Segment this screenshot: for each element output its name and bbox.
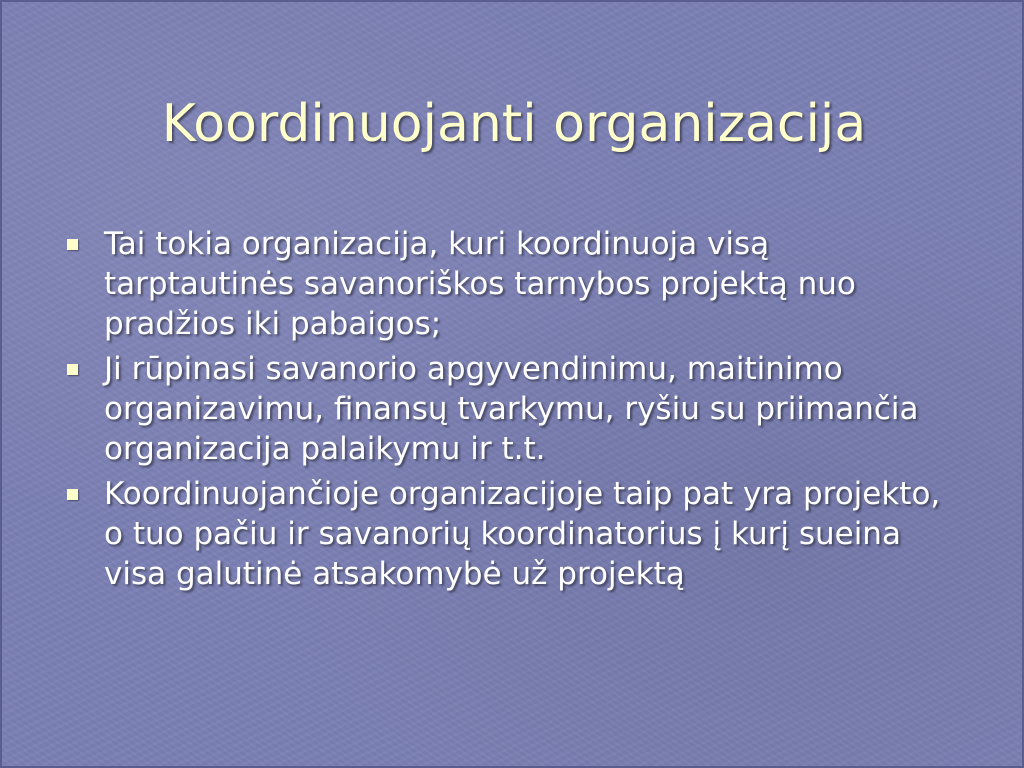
bullet-item xyxy=(64,474,964,594)
bullet-text: Koordinuojančioje organizacijoje taip pat yra projekto, o tuo pačiu ir savanorių koordinatorius į kurį sueina visa galutinė atsakomybė už projektą xyxy=(104,476,941,592)
bullet-item xyxy=(64,224,964,344)
bullet-text: Ji rūpinasi savanorio apgyvendinimu, maitinimo organizavimu, finansų tvarkymu, ryšiu su priimančia organizacija palaikymu ir t.t. xyxy=(104,351,919,467)
square-bullet-icon xyxy=(67,489,78,500)
slide-title: Koordinuojanti organizacija xyxy=(161,94,867,154)
bullet-text: Tai tokia organizacija, kuri koordinuoja visą tarptautinės savanoriškos tarnybos projektą nuo pradžios iki pabaigos; xyxy=(104,226,856,342)
bullet-item xyxy=(64,349,964,469)
square-bullet-icon xyxy=(67,239,78,250)
bullet-list xyxy=(64,224,964,599)
square-bullet-icon xyxy=(67,364,78,375)
